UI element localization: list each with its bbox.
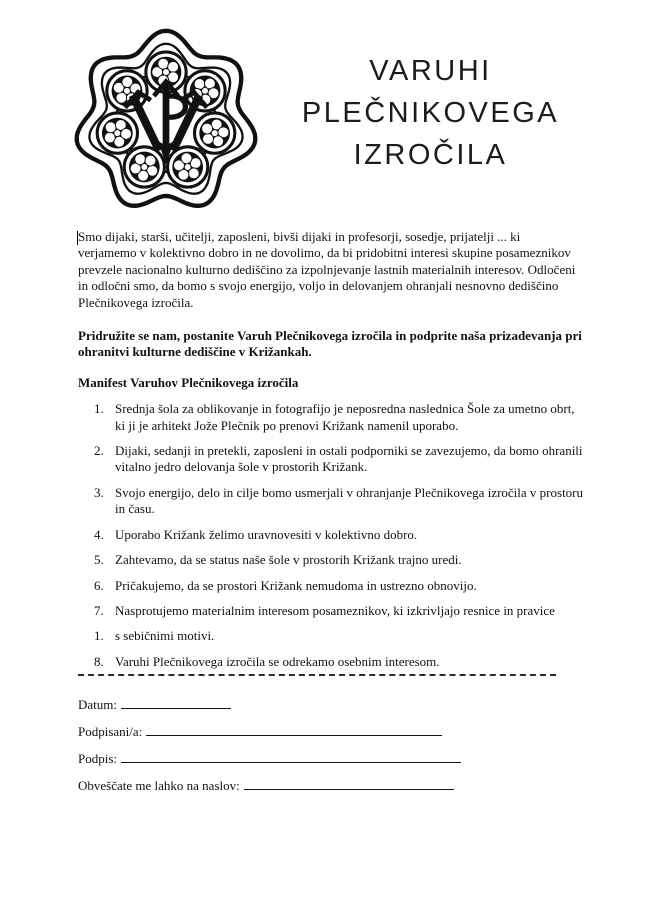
signee-label: Podpisani/a: bbox=[78, 724, 143, 739]
manifest-item-number: 7. bbox=[94, 602, 104, 618]
intro-paragraph: Smo dijaki, starši, učitelji, zaposleni, bivši dijaki in profesorji, sosedje, prijatelji ... ki verjamemo v kolektivno dobro in ne dovolimo, da bi pridobitni interesi skupine posameznikov prevzele nacionalno kulturno dediščino za izpolnjevanje lastnih materialnih interesov. Odločeni in odločni smo, da bomo s svojo energijo, voljo in delovanjem ohranjali nesnovno dediščino Plečnikovega izročila. bbox=[78, 229, 576, 310]
manifest-item-number: 8. bbox=[94, 653, 104, 669]
manifest-item bbox=[78, 603, 583, 619]
manifest-item bbox=[78, 443, 583, 476]
title-line-1: VARUHI bbox=[369, 55, 492, 87]
manifest-item bbox=[78, 578, 583, 594]
rosette-logo bbox=[70, 26, 262, 218]
manifest-heading: Manifest Varuhov Plečnikovega izročila bbox=[78, 374, 299, 390]
manifest-item-text: Pričakujemo, da se prostori Križank nemudoma in ustrezno obnovijo. bbox=[115, 577, 477, 593]
title-line-2: PLEČNIKOVEGA bbox=[301, 97, 560, 129]
dashed-cut-line bbox=[78, 674, 556, 676]
manifest-item bbox=[78, 628, 583, 644]
manifest-item-text: Srednja šola za oblikovanje in fotografijo je neposredna naslednica Šole za umetno obrt, ki ji je arhitekt Jože Plečnik po prenovi Križank namenil uporabo. bbox=[115, 401, 575, 433]
manifest-item-text: s sebičnimi motivi. bbox=[115, 628, 215, 644]
date-label: Datum: bbox=[78, 697, 117, 712]
date-field-line[interactable] bbox=[121, 695, 231, 709]
page-title bbox=[268, 50, 593, 176]
signature-field-line[interactable] bbox=[121, 749, 461, 763]
manifest-item-text: Svojo energijo, delo in cilje bomo usmerjali v ohranjanje Plečnikovega izročila v prostoru in času. bbox=[115, 484, 584, 517]
manifest-item bbox=[78, 527, 583, 543]
document-body bbox=[78, 229, 582, 679]
manifest-item-number: 3. bbox=[94, 484, 104, 500]
call-to-action-paragraph: Pridružite se nam, postanite Varuh Plečnikovega izročila in podprite naša prizadevanja pri ohranitvi kulturne dediščine v Križankah. bbox=[78, 328, 582, 360]
plecnik-monogram-rosette-icon bbox=[70, 26, 262, 218]
manifest-item bbox=[78, 485, 583, 518]
signature-label: Podpis: bbox=[78, 751, 118, 766]
signee-field-line[interactable] bbox=[146, 722, 442, 736]
manifest-item bbox=[78, 401, 583, 434]
title-line-3: IZROČILA bbox=[353, 139, 508, 171]
manifest-list bbox=[78, 401, 582, 670]
manifest-item-number: 1. bbox=[94, 401, 104, 417]
manifest-item-text: Varuhi Plečnikovega izročila se odrekamo osebnim interesom. bbox=[115, 653, 440, 669]
manifest-item-number: 5. bbox=[94, 552, 104, 568]
manifest-item bbox=[78, 552, 583, 568]
manifest-item-text: Uporabo Križank želimo uravnovesiti v kolektivno dobro. bbox=[115, 526, 418, 542]
manifest-item-text: Dijaki, sedanji in pretekli, zaposleni in ostali podporniki se zavezujemo, da bomo ohranili vitalno jedro delovanja šole v prostorih Križank. bbox=[115, 443, 583, 475]
signature-row bbox=[78, 749, 556, 766]
signee-row bbox=[78, 722, 556, 739]
manifest-item-number: 6. bbox=[94, 577, 104, 593]
address-label: Obveščate me lahko na naslov: bbox=[78, 778, 240, 793]
manifest-item-number: 1. bbox=[94, 628, 104, 644]
manifest-item-number: 4. bbox=[94, 526, 104, 542]
signature-section bbox=[78, 674, 556, 803]
manifest-item-text: Nasprotujemo materialnim interesom posameznikov, ki izkrivljajo resnice in pravice bbox=[115, 602, 555, 618]
date-row bbox=[78, 695, 556, 712]
address-field-line[interactable] bbox=[244, 776, 454, 790]
manifest-item bbox=[78, 654, 583, 670]
manifest-item-text: Zahtevamo, da se status naše šole v prostorih Križank trajno uredi. bbox=[115, 552, 462, 568]
manifest-item-number: 2. bbox=[94, 443, 104, 459]
address-row bbox=[78, 776, 556, 793]
